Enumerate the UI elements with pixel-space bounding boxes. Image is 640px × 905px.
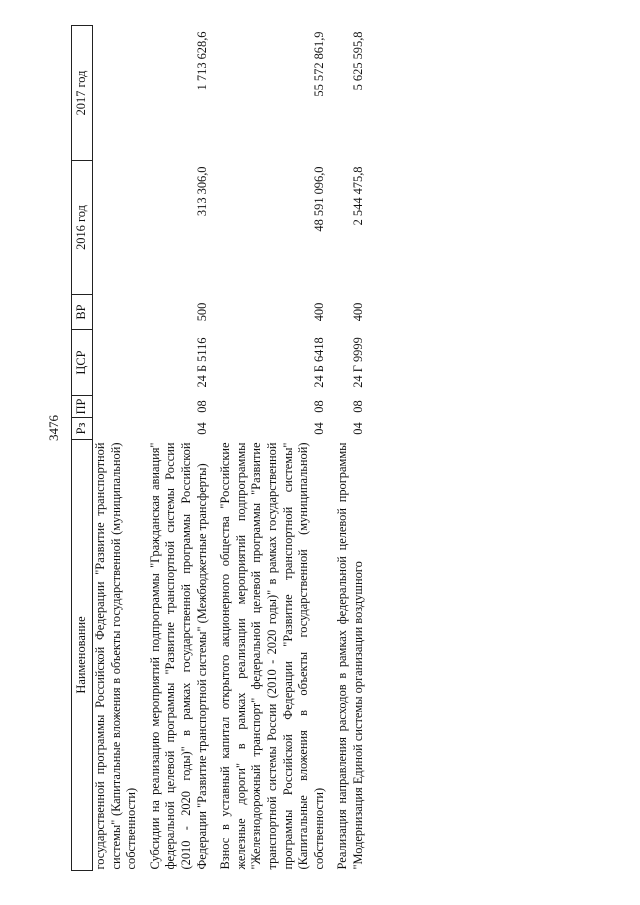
header-2017: 2017 год [72, 26, 93, 161]
header-pr: ПР [72, 396, 93, 418]
table-header-row [72, 26, 93, 871]
row-vr [93, 295, 140, 330]
row-csr: 24 Г 9999 [350, 337, 365, 388]
row-csr: 24 Б 5116 [194, 337, 209, 388]
row-name: Взнос в уставный капитал открытого акционерного общества "Российские железные дороги" в рамках реализации мероприятий подпрограммы "Железнодорожный транспорт" федеральной целевой программы "Развитие транспортной системы России (2010 - 2020 годы)" в рамках государственной программы Российской Федерации "Развитие транспортной системы" (Капитальные вложения в объекты государственной (муниципальной) собственности) [218, 442, 326, 870]
table-row [335, 26, 366, 871]
row-vr: 400 [311, 302, 326, 322]
table-row [148, 26, 210, 871]
row-name: Субсидии на реализацию мероприятий подпрограммы "Гражданская авиация" федеральной целевой программы "Развитие транспортной системы России (2010 - 2020 годы)" в рамках государственной программы Российской Федерации "Развитие транспортной системы" (Межбюджетные трансферты) [147, 442, 209, 870]
row-vr: 500 [194, 302, 209, 322]
row-2017: 5 625 595,8 [350, 31, 365, 91]
row-2017: 55 572 861,9 [311, 31, 326, 97]
row-2016 [93, 161, 140, 295]
row-rz [93, 418, 140, 440]
row-name: Реализация направления расходов в рамках федеральной целевой программы "Модернизация Единой системы организации воздушного [335, 442, 365, 870]
row-name: государственной программы Российской Федерации "Развитие транспортной системы" (Капитальные вложения в объекты государственной (муниципальной) собственности) [93, 442, 139, 870]
table-row [218, 26, 327, 871]
row-rz: 04 [350, 422, 365, 435]
header-rz: Рз [72, 418, 93, 440]
row-csr: 24 Б 6418 [311, 337, 326, 388]
row-2016: 2 544 475,8 [350, 166, 365, 226]
row-pr: 08 [311, 400, 326, 413]
row-pr [93, 396, 140, 418]
row-2017 [93, 26, 140, 161]
page-number: 3476 [46, 415, 61, 441]
row-rz: 04 [194, 422, 209, 435]
header-name: Наименование [72, 440, 93, 871]
header-vr: ВР [72, 295, 93, 330]
landscape-page [71, 26, 593, 871]
table-row [93, 26, 140, 871]
row-csr [93, 330, 140, 396]
row-2017: 1 713 628,6 [194, 31, 209, 91]
row-pr: 08 [350, 400, 365, 413]
header-2016: 2016 год [72, 161, 93, 295]
header-csr: ЦСР [72, 330, 93, 396]
row-rz: 04 [311, 422, 326, 435]
budget-table [71, 25, 367, 871]
row-pr: 08 [194, 400, 209, 413]
row-vr: 400 [350, 302, 365, 322]
row-2016: 48 591 096,0 [311, 166, 326, 232]
row-2016: 313 306,0 [194, 166, 209, 217]
